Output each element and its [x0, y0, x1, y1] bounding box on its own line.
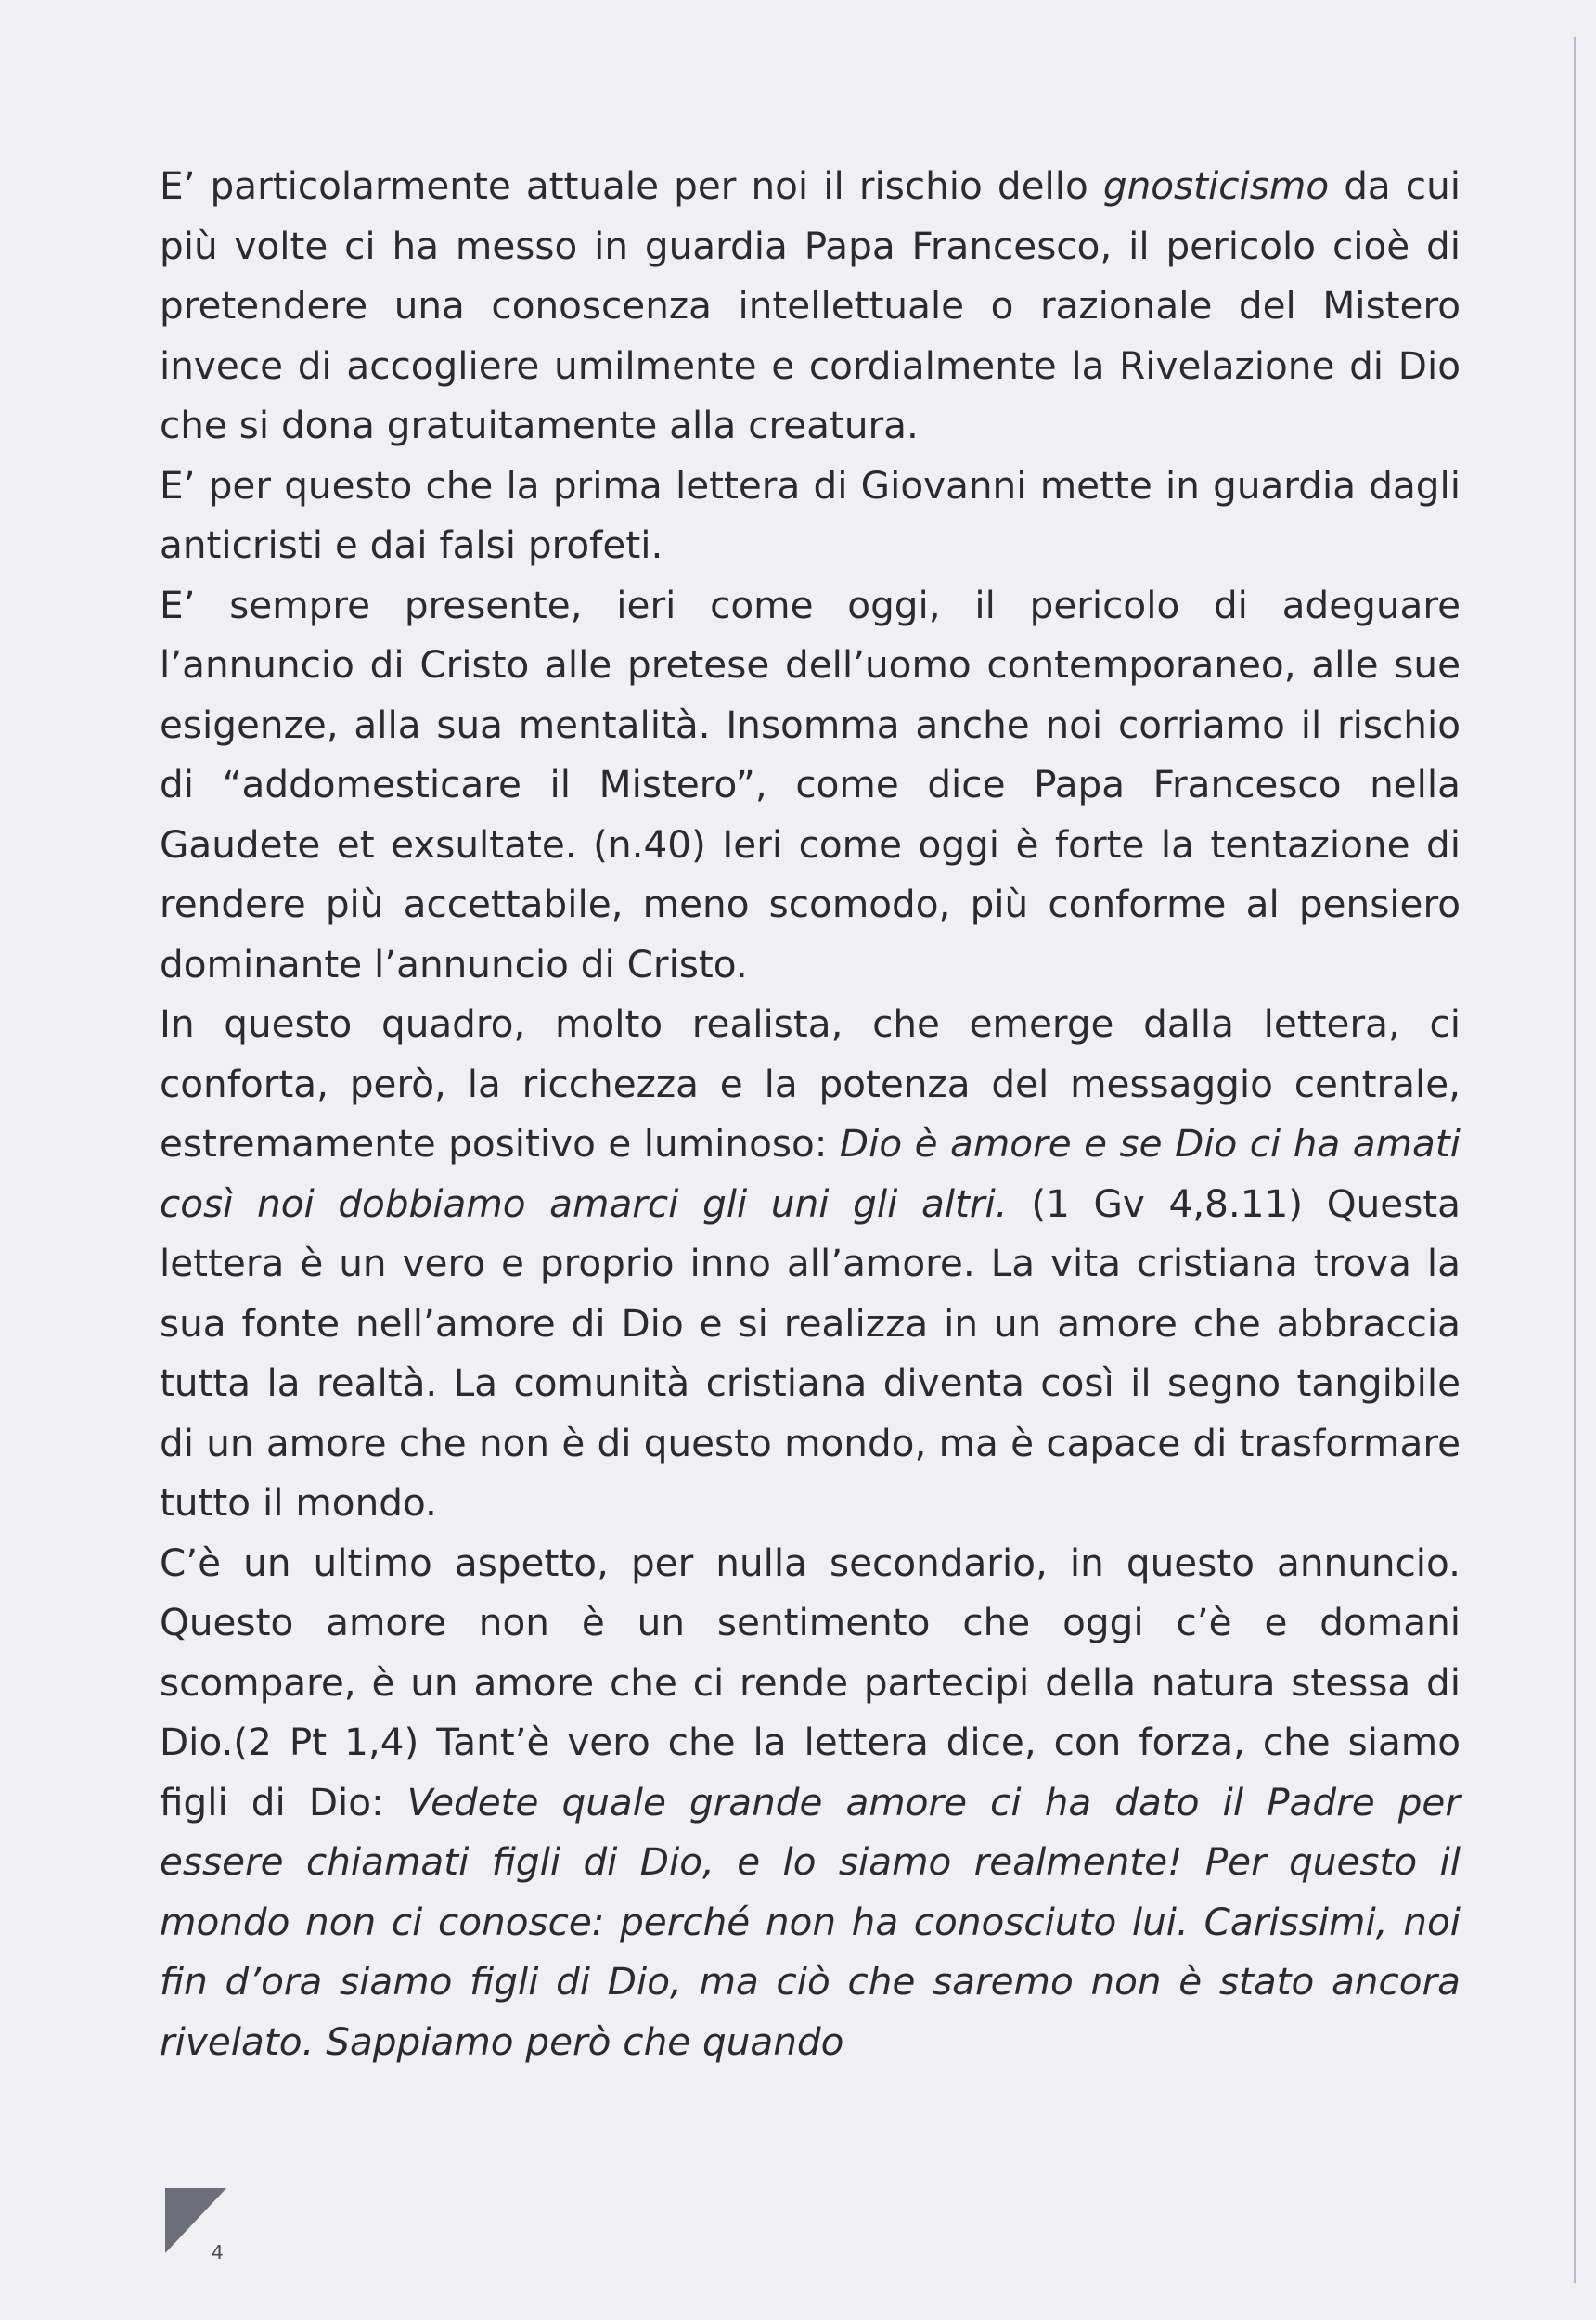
paragraph-children-of-god: C’è un ultimo aspetto, per nulla secondario, in questo annuncio. Questo amore non è un sentimento che oggi c’è e domani scompare, è un amore che ci rende partecipi della natura stessa di Dio.(2 Pt 1,4) Tant’è vero che la lettera dice, con forza, che siamo figli di Dio: Vedete quale grande amore ci ha dato il Padre per essere chiamati figli di Dio, e lo siamo realmente! Per questo il mondo non ci conosce: perché non ha conosciuto lui. Carissimi, noi fin d’ora siamo figli di Dio, ma ciò che saremo non è stato ancora rivelato. Sappiamo però che quando: [160, 1540, 1461, 2064]
paragraph-proclamation: E’ sempre presente, ieri come oggi, il pericolo di adeguare l’annuncio di Cristo alle pretese dell’uomo contemporaneo, alle sue esigenze, alla sua mentalità. Insomma anche noi corriamo il rischio di “addomesticare il Mistero”, come dice Papa Francesco nella Gaudete et exsultate. (n.40) Ieri come oggi è forte la tentazione di rendere più accettabile, meno scomodo, più conforme al pensiero dominante l’annuncio di Cristo.: [160, 582, 1461, 986]
paragraph-antichrists: E’ per questo che la prima lettera di Giovanni mette in guardia dagli anticristi e dai falsi profeti.: [160, 462, 1461, 567]
paragraph-god-is-love: In questo quadro, molto realista, che emerge dalla lettera, ci conforta, però, la ricchezza e la potenza del messaggio centrale, estremamente positivo e luminoso: Dio è amore e se Dio ci ha amati così noi dobbiamo amarci gli uni gli altri. (1 Gv 4,8.11) Questa lettera è un vero e proprio inno all’amore. La vita cristiana trova la sua fonte nell’amore di Dio e si realizza in un amore che abbraccia tutta la realtà. La comunità cristiana diventa così il segno tangibile di un amore che non è di questo mondo, ma è capace di trasformare tutto il mondo.: [160, 1001, 1461, 1525]
paragraph-gnosticism: E’ particolarmente attuale per noi il rischio dello gnosticismo da cui più volte ci ha messo in guardia Papa Francesco, il pericolo cioè di pretendere una conoscenza intellettuale o razionale del Mistero invece di accogliere umilmente e cordialmente la Rivelazione di Dio che si dona gratuitamente alla creatura.: [160, 163, 1461, 447]
page-number: 4: [212, 2241, 224, 2262]
body-text: [160, 156, 1461, 2071]
page-edge-shadow: [1574, 37, 1576, 2283]
page-number-mark: [165, 2188, 239, 2262]
